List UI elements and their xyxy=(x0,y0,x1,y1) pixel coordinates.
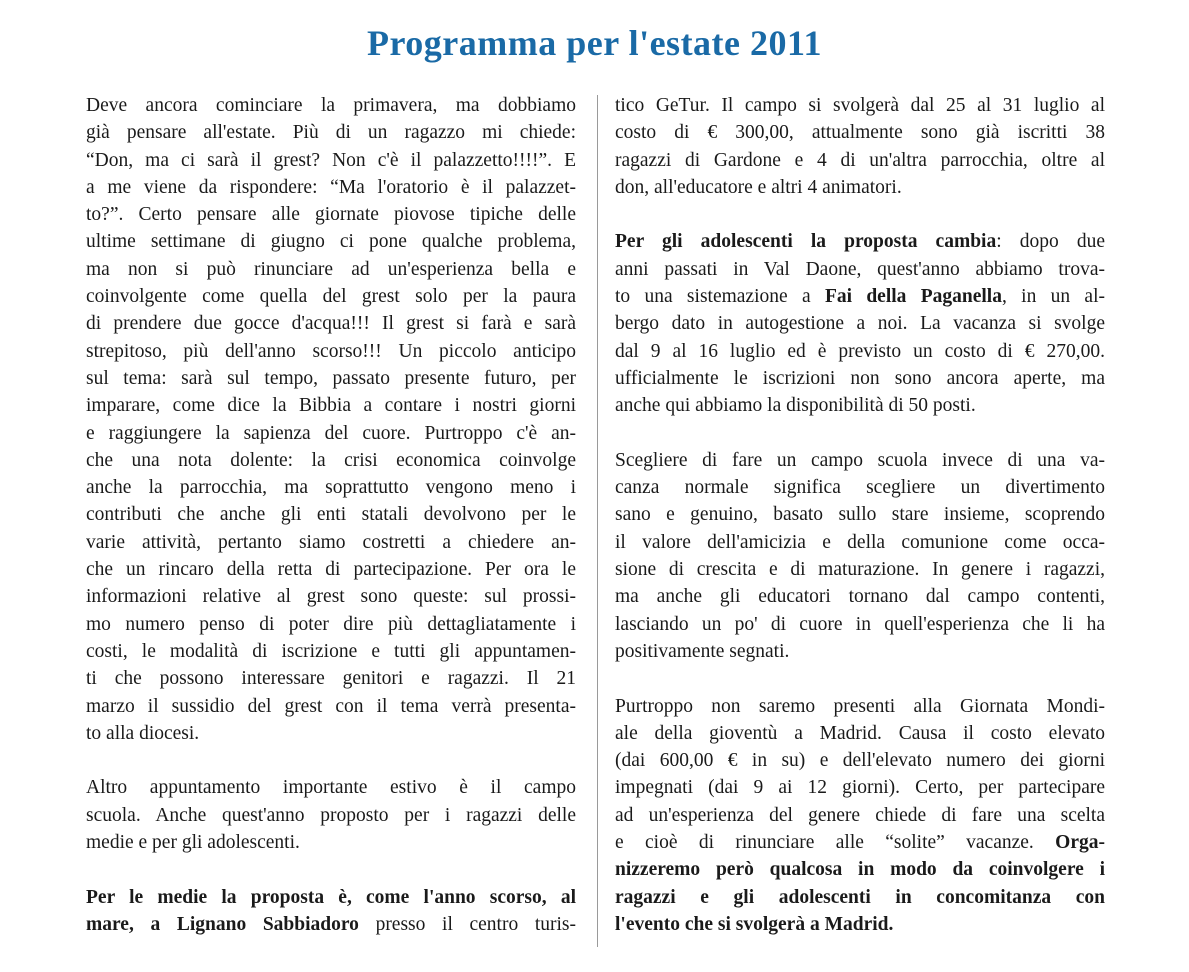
text-line: ale della gioventù a Madrid. Causa il costo elevato xyxy=(615,722,1105,744)
left-column xyxy=(86,92,576,938)
text-line xyxy=(615,283,1105,310)
text-line: imparare, come dice la Bibbia a contare i nostri giorni xyxy=(86,395,576,417)
text-line: costo di € 300,00, attualmente sono già iscritti 38 xyxy=(615,122,1105,144)
text-line: ti che possono interessare genitori e ragazzi. Il 21 xyxy=(86,668,576,690)
text-line: e raggiungere la sapienza del cuore. Purtroppo c'è an- xyxy=(86,422,576,444)
text-line: to?”. Certo pensare alle giornate piovose tipiche delle xyxy=(86,204,576,226)
text-line: impegnati (dai 9 ai 12 giorni). Certo, per partecipare xyxy=(615,777,1105,799)
text-run: , in un al- xyxy=(1001,286,1105,308)
text-line xyxy=(615,911,1105,938)
text-line: to alla diocesi. xyxy=(86,722,200,744)
text-line xyxy=(615,884,1105,911)
text-line: ultime settimane di giugno ci pone qualche problema, xyxy=(86,231,576,253)
paragraph-grest xyxy=(86,92,576,747)
bold-text: Orga- xyxy=(1055,832,1105,854)
text-line: Scegliere di fare un campo scuola invece di una va- xyxy=(615,449,1105,471)
text-line: costi, le modalità di iscrizione e tutti gli appuntamen- xyxy=(86,640,576,662)
text-run: to una sistemazione a xyxy=(615,286,825,308)
text-line: a me viene da rispondere: “Ma l'oratorio è il palazzet- xyxy=(86,176,576,198)
text-line: coinvolgente come quella del grest solo per la paura xyxy=(86,286,576,308)
text-line: che un rincaro della retta di partecipazione. Per ora le xyxy=(86,559,576,581)
text-line: positivamente segnati. xyxy=(615,640,790,662)
text-line: medie e per gli adolescenti. xyxy=(86,832,300,854)
paragraph-scegliere xyxy=(615,447,1105,665)
text-line: Purtroppo non saremo presenti alla Giornata Mondi- xyxy=(615,695,1105,717)
text-line: ad un'esperienza del genere chiede di fare una scelta xyxy=(615,804,1105,826)
text-line: anche qui abbiamo la disponibilità di 50 posti. xyxy=(615,395,976,417)
text-line: ma non si può rinunciare ad un'esperienza bella e xyxy=(86,258,576,280)
bold-text: Per gli adolescenti la proposta cambia xyxy=(615,231,997,253)
text-line xyxy=(86,884,576,911)
text-line: canza normale significa scegliere un divertimento xyxy=(615,477,1105,499)
text-line: marzo il sussidio del grest con il tema verrà presenta- xyxy=(86,695,576,717)
text-line: contributi che anche gli enti statali devolvono per le xyxy=(86,504,576,526)
paragraph-campo-scuola xyxy=(86,774,576,856)
text-line: anni passati in Val Daone, quest'anno abbiamo trova- xyxy=(615,258,1105,280)
text-line: varie attività, pertanto siamo costretti a chiedere an- xyxy=(86,531,576,553)
bold-text: mare, a Lignano Sabbiadoro xyxy=(86,913,359,935)
paragraph-adolescenti xyxy=(615,228,1105,419)
text-line: il valore dell'amicizia e della comunione come occa- xyxy=(615,531,1105,553)
text-line: di prendere due gocce d'acqua!!! Il grest si farà e sarà xyxy=(86,313,576,335)
text-run: presso il centro turis- xyxy=(358,913,576,935)
text-run: : dopo due xyxy=(996,231,1106,253)
text-line: già pensare all'estate. Più di un ragazzo mi chiede: xyxy=(86,122,576,144)
text-line: che una nota dolente: la crisi economica coinvolge xyxy=(86,449,576,471)
bold-text: l'evento che si svolgerà a Madrid. xyxy=(615,913,894,935)
right-column xyxy=(615,92,1105,938)
text-line xyxy=(615,829,1105,856)
text-line: strepitoso, più dell'anno scorso!!! Un piccolo anticipo xyxy=(86,340,576,362)
text-line: informazioni relative al grest sono queste: sul prossi- xyxy=(86,586,576,608)
text-line xyxy=(615,228,1105,255)
text-run: e cioè di rinunciare alle “solite” vacanze. xyxy=(615,832,1056,854)
text-line xyxy=(615,856,1105,883)
paragraph-madrid xyxy=(615,693,1105,939)
text-line xyxy=(86,911,576,938)
page-title: Programma per l'estate 2011 xyxy=(366,23,823,63)
text-line: bergo dato in autogestione a noi. La vacanza si svolge xyxy=(615,313,1105,335)
text-line: sione di crescita e di maturazione. In genere i ragazzi, xyxy=(615,559,1105,581)
text-line: ragazzi di Gardone e 4 di un'altra parrocchia, oltre al xyxy=(615,149,1105,171)
text-line: (dai 600,00 € in su) e dell'elevato numero dei giorni xyxy=(615,750,1105,772)
text-line: sul tema: sarà sul tempo, passato presente futuro, per xyxy=(86,367,576,389)
text-line: sano e genuino, basato sullo stare insieme, scoprendo xyxy=(615,504,1105,526)
bold-text: ragazzi e gli adolescenti in concomitanza con xyxy=(615,886,1105,908)
text-line: dal 9 al 16 luglio ed è previsto un costo di € 270,00. xyxy=(615,340,1105,362)
text-line: Deve ancora cominciare la primavera, ma dobbiamo xyxy=(86,95,576,116)
text-line: ufficialmente le iscrizioni non sono ancora aperte, ma xyxy=(615,367,1105,389)
text-line: anche la parrocchia, ma soprattutto vengono meno i xyxy=(86,477,576,499)
column-divider xyxy=(597,95,598,947)
text-line: mo numero penso di poter dire più dettagliatamente i xyxy=(86,613,576,635)
bold-text: Per le medie la proposta è, come l'anno scorso, al xyxy=(86,886,576,908)
text-line: lasciando un po' di cuore in quell'esperienza che li ha xyxy=(615,613,1105,635)
bold-text: Fai della Paganella xyxy=(824,286,1002,308)
text-line: scuola. Anche quest'anno proposto per i ragazzi delle xyxy=(86,804,576,826)
text-line: “Don, ma ci sarà il grest? Non c'è il palazzetto!!!!”. E xyxy=(86,149,576,171)
text-line: Altro appuntamento importante estivo è il campo xyxy=(86,777,576,799)
paragraph-medie-continued xyxy=(615,92,1105,201)
text-line: tico GeTur. Il campo si svolgerà dal 25 al 31 luglio al xyxy=(615,95,1105,116)
text-line: ma anche gli educatori tornano dal campo contenti, xyxy=(615,586,1105,608)
bold-text: nizzeremo però qualcosa in modo da coinvolgere i xyxy=(615,859,1105,881)
text-line: don, all'educatore e altri 4 animatori. xyxy=(615,176,902,198)
paragraph-medie xyxy=(86,884,576,939)
